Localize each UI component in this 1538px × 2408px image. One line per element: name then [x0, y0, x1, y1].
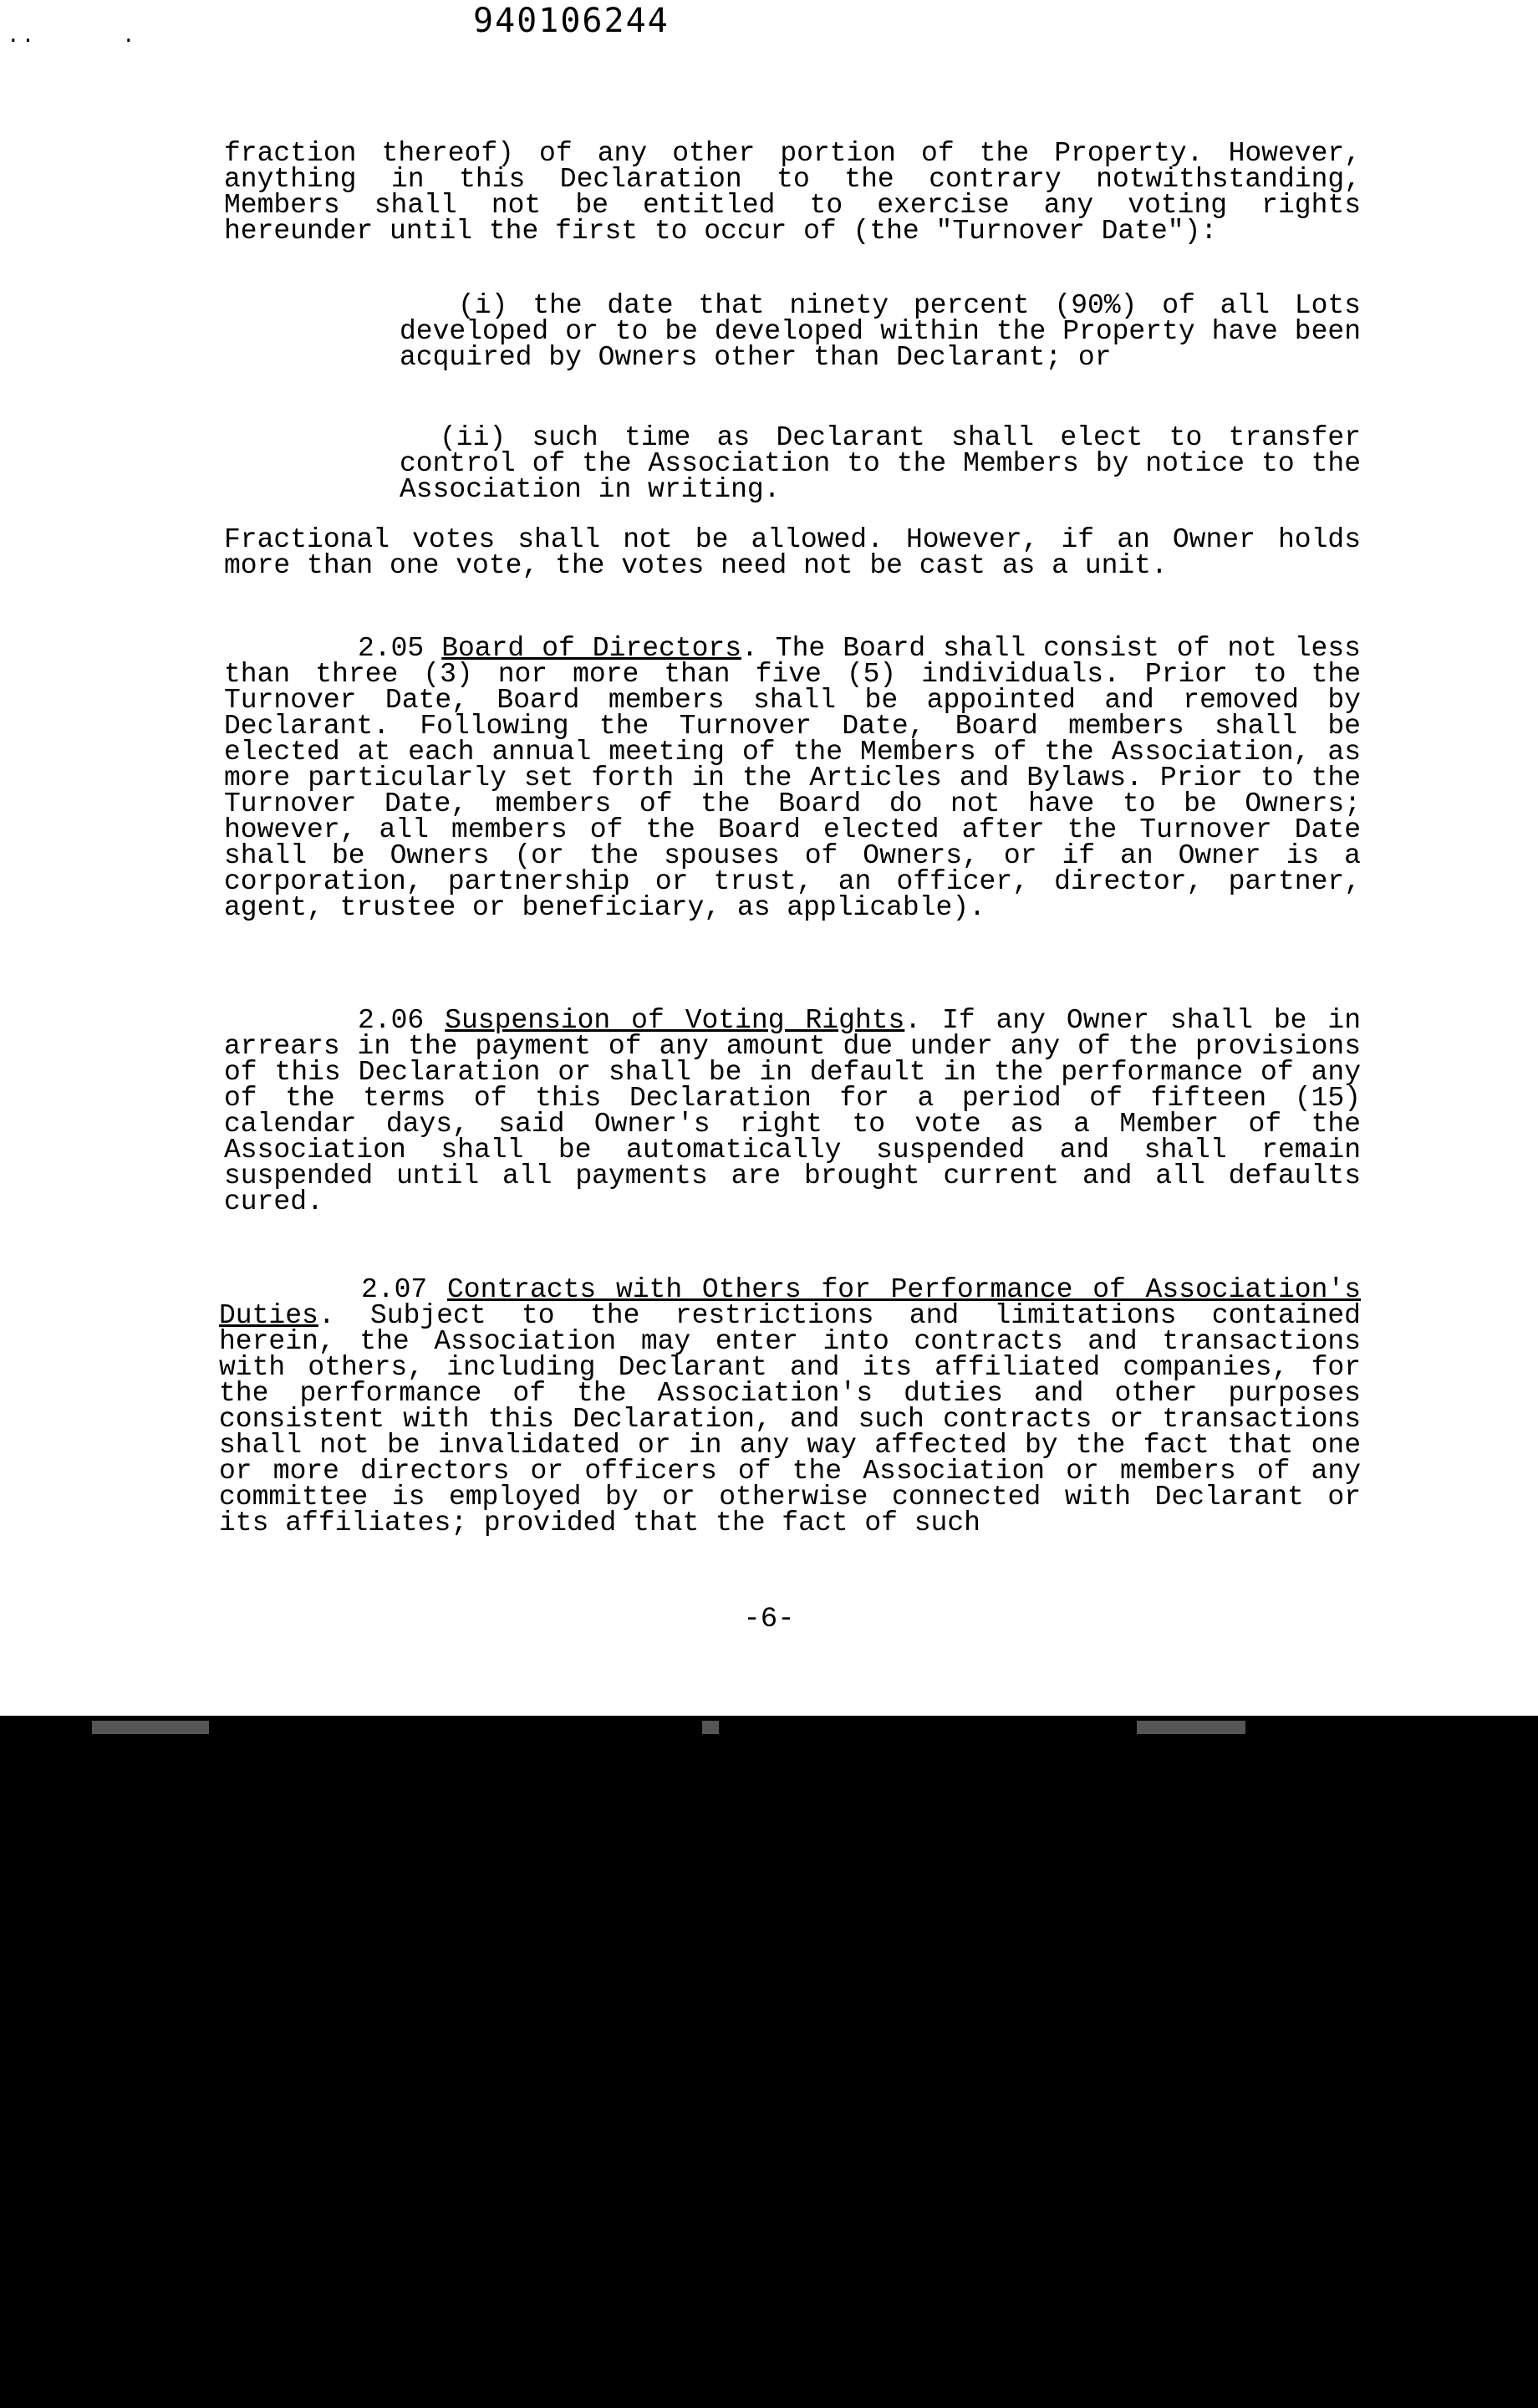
document-number: 940106244 — [473, 2, 670, 40]
section-2-06 — [224, 1005, 1361, 1217]
section-text: . Subject to the restrictions and limitations contained herein, the Association may enter into contracts and transactions with others, including Declarant and its affiliated companies, for the performance of the Association's duties and other purposes consistent with this Declaration, and such contracts or transactions shall not be invalidated or in any way affected by the fact that one or more directors or officers of the Association or members of any committee is employed by or otherwise connected with Declarant or its affiliates; provided that the fact of such — [219, 1300, 1361, 1538]
section-number: 2.05 — [358, 633, 425, 664]
item-ii: (ii) such time as Declarant shall elect to transfer control of the Association to the Members by notice to the Association in writing. — [400, 422, 1361, 505]
section-2-05 — [224, 635, 1361, 921]
section-text: . If any Owner shall be in arrears in the payment of any amount due under any of the provisions of this Declaration or shall be in default in the performance of any of the terms of this Declaration for a period of fifteen (15) calendar days, said Owner's right to vote as a Member of the Association shall be automatically suspended and shall remain suspended until all payments are brought current and all defaults cured. — [224, 1005, 1361, 1217]
item-i: (i) the date that ninety percent (90%) of all Lots developed or to be developed within the Property have been acquired by Owners other than Declarant; or — [400, 290, 1361, 373]
section-number: 2.06 — [358, 1005, 425, 1036]
paragraph-fractional-votes: Fractional votes shall not be allowed. However, if an Owner holds more than one vote, the votes need not be cast as a unit. — [224, 524, 1361, 581]
scan-mark-right: . — [122, 23, 137, 48]
scan-noise — [702, 1721, 719, 1734]
section-text: . The Board shall consist of not less than three (3) nor more than five (5) individuals. Prior to the Turnover Date, Board members shall be appointed and removed by Declarant. Following the Turnover Date, Board members shall be elected at each annual meeting of the Members of the Association, as more particularly set forth in the Articles and Bylaws. Prior to the Turnover Date, members of the Board do not have to be Owners; however, all members of the Board elected after the Turnover Date shall be Owners (or the spouses of Owners, or if an Owner is a corporation, partnership or trust, an officer, director, partner, agent, trustee or beneficiary, as applicable). — [224, 633, 1361, 923]
section-heading: Contracts with Others for Performance of Association's Duties — [219, 1274, 1361, 1331]
paragraph-voting-rights: fraction thereof) of any other portion of the Property. However, anything in this Declaration to the contrary notwithstanding, Members shall not be entitled to exercise any voting rights hereunder until the first to occur of (the "Turnover Date"): — [224, 138, 1361, 247]
section-number: 2.07 — [361, 1274, 428, 1305]
section-heading: Board of Directors — [441, 633, 742, 664]
scan-noise — [1137, 1721, 1245, 1734]
scan-mark-left: .. — [7, 23, 37, 48]
section-2-07 — [219, 1274, 1361, 1538]
page-number: -6- — [743, 1604, 795, 1635]
section-heading: Suspension of Voting Rights — [445, 1005, 905, 1036]
scan-noise — [92, 1721, 209, 1734]
scan-black-border — [0, 1716, 1538, 2408]
